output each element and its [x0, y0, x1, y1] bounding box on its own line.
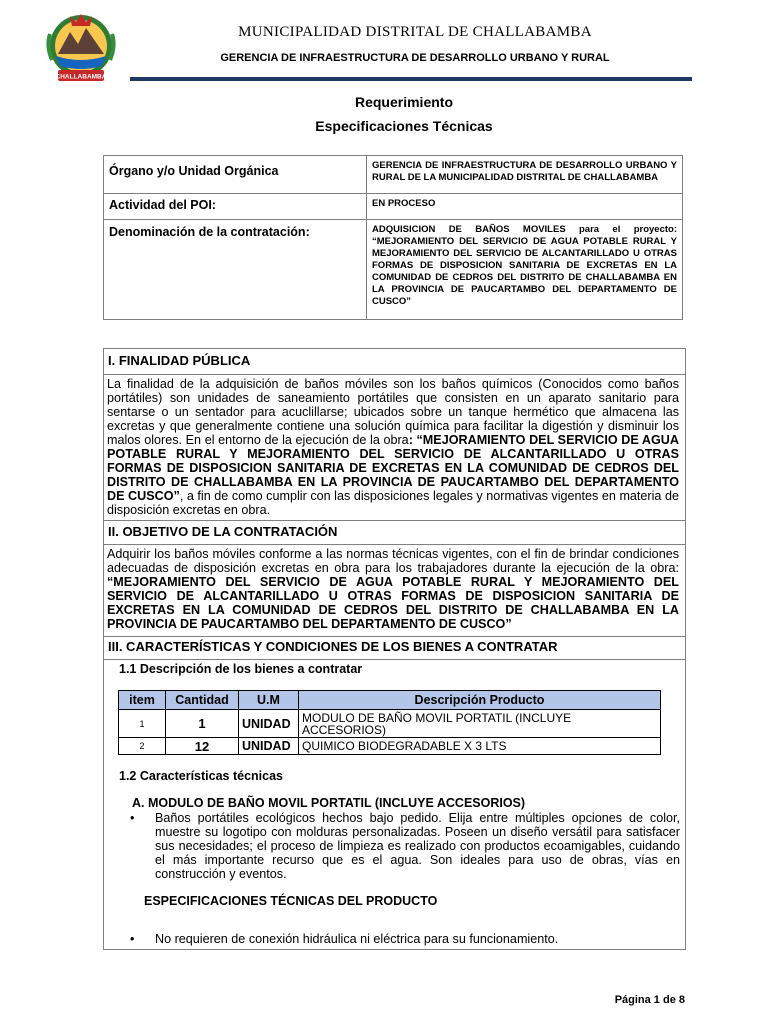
cell-descripcion: MODULO DE BAÑO MOVIL PORTATIL (INCLUYE ACCESORIOS)	[299, 710, 661, 738]
col-header-um: U.M	[239, 691, 299, 710]
product-description: Baños portátiles ecológicos hechos bajo pedido. Elija entre múltiples opciones de color, muestre su logotipo con molduras personalizadas. Poseen un diseño versátil para satisfacer sus necesidades; el proceso de limpieza es realizado con productos ecoamigables, cuidando el más importante recurso que es el agua. Son ideales para uso de obras, vías en construcción y eventos.	[155, 811, 680, 881]
document-title: Requerimiento	[354, 94, 453, 110]
section-text-objetivo: Adquirir los baños móviles conforme a las normas técnicas vigentes, con el fin de brindar condiciones adecuadas de disposición excretas en obra para los trabajadores durante la ejecución de la obra: “MEJORAMIENTO DEL SERVICIO DE AGUA POTABLE RURAL Y MEJORAMIENTO DEL SERVICIO DE ALCANTARILLADO U OTRAS FORMAS DE DISPOSICION SANITARIA DE EXCRETAS EN LA COMUNIDAD DE CEDROS DEL DISTRITO DE CHALLABAMBA EN LA PROVINCIA DE PAUCARTAMBO DEL DEPARTAMENTO DE CUSCO”	[107, 547, 679, 631]
cell-item: 2	[119, 738, 166, 755]
spec-item: No requieren de conexión hidráulica ni eléctrica para su funcionamiento.	[155, 932, 559, 946]
bullet-icon: •	[130, 932, 135, 946]
divider	[104, 520, 685, 521]
divider	[104, 374, 685, 375]
svg-text:CHALLABAMBA: CHALLABAMBA	[55, 73, 107, 81]
divider	[104, 544, 685, 545]
page-number: Página 1 de 8	[614, 994, 685, 1006]
cell-descripcion: QUIMICO BIODEGRADABLE X 3 LTS	[299, 738, 661, 755]
cell-cantidad: 1	[166, 710, 239, 738]
bullet-icon: •	[130, 811, 135, 825]
col-header-descripcion: Descripción Producto	[299, 691, 661, 710]
info-value: EN PROCESO	[367, 194, 683, 220]
divider	[104, 659, 685, 660]
sections-box	[103, 348, 686, 950]
cell-um: UNIDAD	[239, 738, 299, 755]
spec-heading: ESPECIFICACIONES TÉCNICAS DEL PRODUCTO	[144, 894, 438, 908]
municipality-logo	[40, 10, 122, 86]
info-label: Denominación de la contratación:	[104, 220, 367, 320]
subsection-descripcion: 1.1 Descripción de los bienes a contratar	[119, 662, 363, 676]
info-table	[103, 155, 683, 320]
col-header-cantidad: Cantidad	[166, 691, 239, 710]
cell-cantidad: 12	[166, 738, 239, 755]
info-row-organo	[104, 156, 683, 194]
divider	[104, 636, 685, 637]
col-header-item: item	[119, 691, 166, 710]
table-row	[119, 738, 661, 755]
product-heading: A. MODULO DE BAÑO MOVIL PORTATIL (INCLUYE ACCESORIOS)	[132, 796, 526, 810]
table-row	[119, 710, 661, 738]
info-value: ADQUISICION DE BAÑOS MOVILES para el proyecto: “MEJORAMIENTO DEL SERVICIO DE AGUA POTABLE RURAL Y MEJORAMIENTO DEL SERVICIO DE ALCANTARILLADO U OTRAS FORMAS DE DISPOSICION SANITARIA DE EXCRETAS EN LA COMUNIDAD DE CEDROS DEL DISTRITO DE CHALLABAMBA EN LA PROVINCIA DE PAUCARTAMBO DEL DEPARTAMENTO DE CUSCO”	[367, 220, 683, 320]
info-value: GERENCIA DE INFRAESTRUCTURA DE DESARROLLO URBANO Y RURAL DE LA MUNICIPALIDAD DISTRITAL DE CHALLABAMBA	[367, 156, 683, 194]
section-heading-objetivo: II. OBJETIVO DE LA CONTRATACIÓN	[108, 524, 338, 539]
section-heading-caracteristicas: III. CARACTERÍSTICAS Y CONDICIONES DE LOS BIENES A CONTRATAR	[108, 639, 558, 654]
info-row-poi	[104, 194, 683, 220]
items-header-row	[119, 691, 661, 710]
office-name: GERENCIA DE INFRAESTRUCTURA DE DESARROLLO URBANO Y RURAL	[220, 52, 610, 64]
cell-item: 1	[119, 710, 166, 738]
info-label: Actividad del POI:	[104, 194, 367, 220]
header-rule	[130, 77, 692, 81]
document-subtitle: Especificaciones Técnicas	[315, 118, 493, 134]
info-row-denominacion	[104, 220, 683, 320]
items-table	[118, 690, 661, 755]
info-label: Órgano y/o Unidad Orgánica	[104, 156, 367, 194]
section-text-finalidad: La finalidad de la adquisición de baños móviles son los baños químicos (Conocidos como baños portátiles) son unidades de saneamiento portátiles que consisten en un aparato sanitario para sentarse o un sentador para acuclillarse; ubicados sobre un tanque hermético que almacena las excretas y que generalmente contiene una solución química para facilitar la digestión y disminuir los malos olores. En el entorno de la ejecución de la obra: “MEJORAMIENTO DEL SERVICIO DE AGUA POTABLE RURAL Y MEJORAMIENTO DEL SERVICIO DE ALCANTARILLADO U OTRAS FORMAS DE DISPOSICION SANITARIA DE EXCRETAS EN LA COMUNIDAD DE CEDROS DEL DISTRITO DE CHALLABAMBA EN LA PROVINCIA DE PAUCARTAMBO DEL DEPARTAMENTO DE CUSCO”, a fin de como cumplir con las disposiciones legales y normativas vigentes en materia de disposición excretas en obra.	[107, 377, 679, 517]
subsection-caracteristicas: 1.2 Características técnicas	[119, 769, 283, 783]
municipality-name: MUNICIPALIDAD DISTRITAL DE CHALLABAMBA	[238, 24, 592, 40]
section-heading-finalidad: I. FINALIDAD PÚBLICA	[108, 353, 251, 368]
cell-um: UNIDAD	[239, 710, 299, 738]
